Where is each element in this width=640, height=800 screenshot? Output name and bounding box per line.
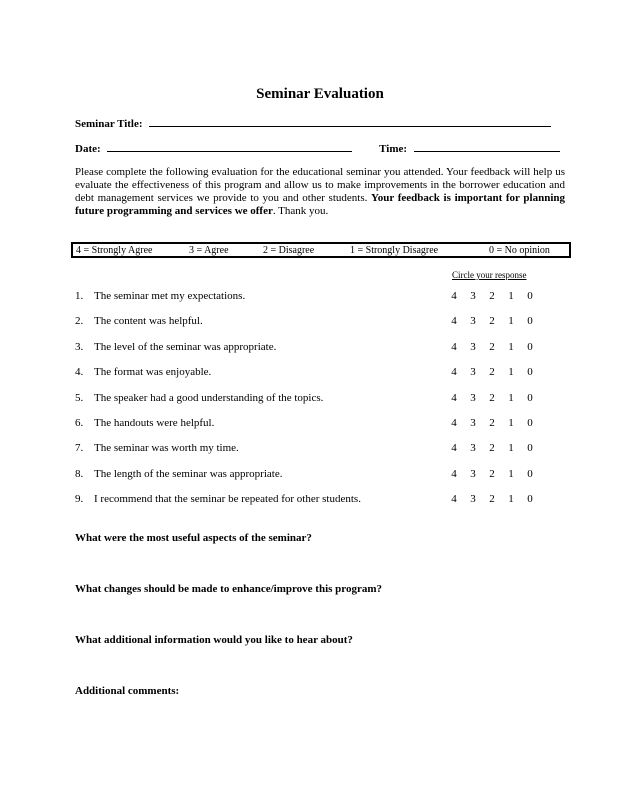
response-option-2[interactable]: 2 — [489, 290, 495, 302]
seminar-title-label: Seminar Title: — [75, 118, 143, 130]
response-option-3[interactable]: 3 — [470, 493, 476, 506]
item-number: 2. — [75, 315, 84, 328]
item-statement: The speaker had a good understanding of the topics. — [94, 391, 324, 404]
response-option-2[interactable]: 2 — [489, 493, 495, 506]
response-option-3[interactable]: 3 — [470, 417, 476, 429]
response-option-4[interactable]: 4 — [451, 340, 457, 353]
response-option-0[interactable]: 0 — [527, 315, 533, 328]
item-number: 3. — [75, 340, 84, 353]
response-option-0[interactable]: 0 — [527, 366, 533, 379]
seminar-title-row — [75, 116, 551, 130]
response-option-4[interactable]: 4 — [451, 315, 457, 328]
response-option-1[interactable]: 1 — [508, 493, 514, 506]
item-statement: The seminar met my expectations. — [94, 290, 246, 302]
response-option-3[interactable]: 3 — [470, 467, 476, 480]
response-option-0[interactable]: 0 — [527, 290, 533, 302]
time-field[interactable] — [414, 141, 560, 152]
response-option-3[interactable]: 3 — [470, 366, 476, 379]
response-option-4[interactable]: 4 — [451, 290, 457, 302]
response-option-3[interactable]: 3 — [470, 290, 476, 302]
rating-item-row — [75, 493, 545, 507]
circle-response-header: Circle your response — [452, 270, 527, 280]
response-option-1[interactable]: 1 — [508, 391, 514, 404]
item-number: 6. — [75, 417, 84, 429]
item-statement: I recommend that the seminar be repeated for other students. — [94, 493, 361, 506]
response-option-4[interactable]: 4 — [451, 366, 457, 379]
response-option-3[interactable]: 3 — [470, 391, 476, 404]
intro-emphasis: Your feedback is important for planning future programming and services we offer — [75, 192, 565, 217]
response-option-2[interactable]: 2 — [489, 340, 495, 353]
response-option-1[interactable]: 1 — [508, 366, 514, 379]
response-option-1[interactable]: 1 — [508, 290, 514, 302]
item-number: 7. — [75, 442, 84, 455]
rating-item-row — [75, 366, 545, 380]
response-option-0[interactable]: 0 — [527, 467, 533, 480]
rating-item-row — [75, 290, 545, 304]
intro-paragraph — [75, 166, 565, 218]
response-option-4[interactable]: 4 — [451, 493, 457, 506]
response-option-2[interactable]: 2 — [489, 467, 495, 480]
intro-text: Please complete the following evaluation for the educational seminar you attended. Your feedback will help us evaluate the effectiveness of this program and allow us to make improvements in the borrower education and debt management services we provide to you and other students. — [75, 166, 565, 204]
response-option-0[interactable]: 0 — [527, 417, 533, 429]
response-option-4[interactable]: 4 — [451, 417, 457, 429]
item-statement: The level of the seminar was appropriate. — [94, 340, 277, 353]
response-option-2[interactable]: 2 — [489, 366, 495, 379]
scale-strongly-agree: 4 = Strongly Agree — [76, 245, 153, 256]
date-time-row — [75, 141, 560, 155]
response-option-1[interactable]: 1 — [508, 417, 514, 429]
form-title: Seminar Evaluation — [256, 86, 384, 102]
item-statement: The content was helpful. — [94, 315, 203, 328]
response-option-2[interactable]: 2 — [489, 417, 495, 429]
response-option-2[interactable]: 2 — [489, 315, 495, 328]
response-option-3[interactable]: 3 — [470, 442, 476, 455]
rating-item-row — [75, 392, 545, 406]
scale-agree: 3 = Agree — [189, 245, 229, 256]
response-option-1[interactable]: 1 — [508, 340, 514, 353]
item-number: 8. — [75, 467, 84, 480]
scale-strongly-disagree: 1 = Strongly Disagree — [350, 245, 439, 256]
item-number: 9. — [75, 493, 84, 506]
item-statement: The handouts were helpful. — [94, 417, 215, 429]
item-number: 4. — [75, 366, 84, 379]
question-additional-info: What additional information would you like to hear about? — [75, 634, 353, 646]
response-option-1[interactable]: 1 — [508, 315, 514, 328]
seminar-title-field[interactable] — [149, 116, 551, 127]
item-statement: The format was enjoyable. — [94, 366, 212, 379]
scale-no-opinion: 0 = No opinion — [489, 245, 550, 256]
time-label: Time: — [379, 143, 408, 155]
additional-comments-label: Additional comments: — [75, 685, 180, 697]
response-option-2[interactable]: 2 — [489, 442, 495, 455]
rating-item-row — [75, 315, 545, 329]
item-number: 5. — [75, 391, 84, 404]
item-statement: The seminar was worth my time. — [94, 442, 239, 455]
item-number: 1. — [75, 290, 84, 302]
rating-scale-legend — [71, 242, 571, 258]
date-label: Date: — [75, 143, 101, 155]
rating-item-row — [75, 341, 545, 355]
response-option-4[interactable]: 4 — [451, 391, 457, 404]
scale-disagree: 2 = Disagree — [263, 245, 315, 256]
response-option-0[interactable]: 0 — [527, 442, 533, 455]
question-improvements: What changes should be made to enhance/improve this program? — [75, 583, 383, 595]
question-useful-aspects: What were the most useful aspects of the seminar? — [75, 532, 312, 544]
response-option-3[interactable]: 3 — [470, 340, 476, 353]
response-option-2[interactable]: 2 — [489, 391, 495, 404]
response-option-4[interactable]: 4 — [451, 467, 457, 480]
response-option-0[interactable]: 0 — [527, 493, 533, 506]
response-option-1[interactable]: 1 — [508, 467, 514, 480]
response-option-0[interactable]: 0 — [527, 340, 533, 353]
intro-thanks: . Thank you. — [272, 205, 329, 217]
rating-item-row — [75, 468, 545, 482]
rating-item-row — [75, 442, 545, 456]
rating-item-row — [75, 417, 545, 431]
date-field[interactable] — [107, 141, 352, 152]
response-option-1[interactable]: 1 — [508, 442, 514, 455]
item-statement: The length of the seminar was appropriate. — [94, 467, 283, 480]
response-option-4[interactable]: 4 — [451, 442, 457, 455]
response-option-3[interactable]: 3 — [470, 315, 476, 328]
response-option-0[interactable]: 0 — [527, 391, 533, 404]
